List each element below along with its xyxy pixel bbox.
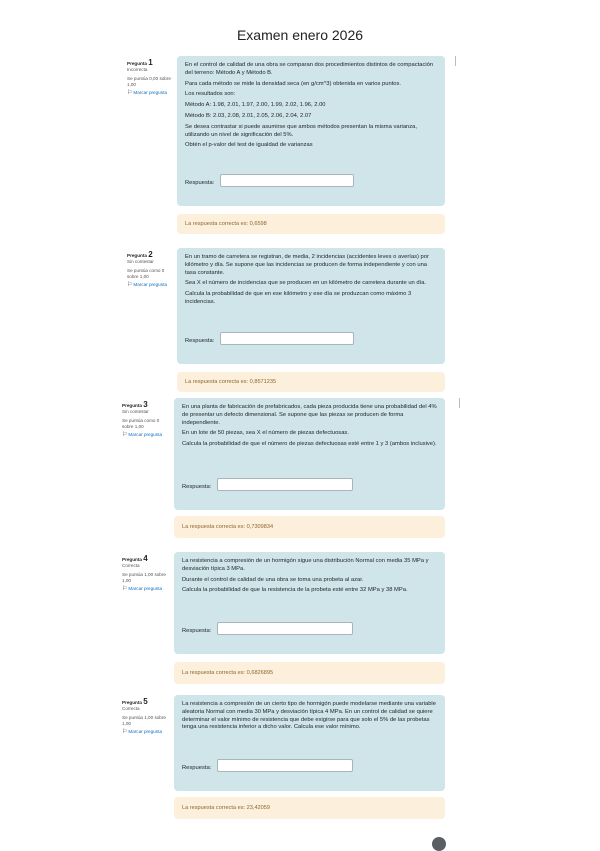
question-text: Calcula la probabilidad de que el número de piezas defectuosas esté entre 1 y 3 (ambos inclusive). xyxy=(182,441,437,448)
flag-label: Marcar pregunta xyxy=(133,282,168,287)
answer-label: Respuesta: xyxy=(182,628,212,634)
answer-label: Respuesta: xyxy=(182,484,212,490)
flag-icon: ⚐ xyxy=(127,90,133,96)
feedback-text: La respuesta correcta es: 23,42059 xyxy=(182,805,271,811)
correct-answer-feedback xyxy=(177,214,445,234)
answer-label: Respuesta: xyxy=(185,180,215,186)
question-number: 5 xyxy=(143,697,148,706)
question-content xyxy=(177,248,445,364)
question-text: Durante el control de calidad de una obra se toma una probeta al azar. xyxy=(182,576,364,583)
question-content xyxy=(174,552,445,654)
flag-label: Marcar pregunta xyxy=(128,586,163,591)
flag-icon: ⚐ xyxy=(127,282,133,288)
answer-label: Respuesta: xyxy=(182,765,212,771)
answer-input[interactable] xyxy=(217,759,353,772)
question-4 xyxy=(122,552,445,686)
question-2 xyxy=(127,248,445,394)
feedback-text: La respuesta correcta es: 0,6826895 xyxy=(182,670,274,676)
feedback-text: La respuesta correcta es: 0,7309834 xyxy=(182,524,274,530)
question-text: Método A: 1.98, 2.01, 1.97, 2.00, 1.99, 2.02, 1.96, 2.00 xyxy=(185,102,326,109)
question-5 xyxy=(122,695,445,825)
page-corner-button[interactable] xyxy=(432,837,446,851)
question-info xyxy=(127,252,173,288)
question-text: Se desea contrastar si puede asumirse que ambos métodos presentan la misma varianza, utilizando un nivel de significación del 5%. xyxy=(185,123,417,138)
correct-answer-feedback xyxy=(174,516,445,538)
question-3 xyxy=(122,398,445,540)
question-label: Pregunta xyxy=(127,253,147,258)
question-score: Se puntúa como 0 sobre 1,00 xyxy=(122,418,160,429)
correct-answer-feedback xyxy=(174,797,445,819)
question-info xyxy=(122,556,168,592)
question-content xyxy=(177,56,445,206)
correct-answer-feedback xyxy=(177,372,445,392)
question-text: En un tramo de carretera se registran, de media, 2 incidencias (accidentes leves o averías) por kilómetro y día. Se supone que las incidencias se producen de forma independiente y con una tasa constante. xyxy=(185,254,429,276)
question-content xyxy=(174,398,445,510)
question-score: Se puntúa 1,00 sobre 1,00 xyxy=(122,572,166,583)
scrollbar-mark xyxy=(455,56,456,66)
answer-input[interactable] xyxy=(217,622,353,635)
question-score: Se puntúa 0,00 sobre 1,00 xyxy=(127,76,171,87)
flag-question-link[interactable] xyxy=(127,282,173,288)
question-text: La resistencia a compresión de un cierto tipo de hormigón puede modelarse mediante una variable aleatoria Normal con media 30 MPa y desviación típica 4 MPa. En un control de calidad se quiere determinar el valor mínimo de resistencia que debe exigirse para que solo el 5% de las probetas tenga una resistencia inferior a dicho valor. Calcula ese valor mínimo. xyxy=(182,701,436,731)
exam-title: Examen enero 2026 xyxy=(236,27,364,43)
answer-input[interactable] xyxy=(220,332,354,345)
question-status: Sin contestar xyxy=(122,409,149,414)
feedback-text: La respuesta correcta es: 0,6598 xyxy=(185,221,267,227)
flag-label: Marcar pregunta xyxy=(133,90,168,95)
question-score: Se puntúa 1,00 sobre 1,00 xyxy=(122,715,166,726)
question-text: En una planta de fabricación de prefabricados, cada pieza producida tiene una probabilidad del 4% de presentar un defecto dimensional. Se supone que las piezas se producen de forma independiente. xyxy=(182,404,437,426)
scrollbar-mark xyxy=(459,398,460,408)
feedback-text: La respuesta correcta es: 0,8571235 xyxy=(185,379,277,385)
question-score: Se puntúa como 0 sobre 1,00 xyxy=(127,268,165,279)
question-label: Pregunta xyxy=(122,557,142,562)
question-info xyxy=(122,699,168,735)
question-text: Calcula la probabilidad de que la resistencia de la probeta esté entre 32 MPa y 38 MPa. xyxy=(182,587,408,594)
flag-label: Marcar pregunta xyxy=(128,729,163,734)
question-status: Sin contestar xyxy=(127,259,154,264)
question-text: En el control de calidad de una obra se comparan dos procedimientos distintos de compactación del terreno: Método A y Método B. xyxy=(185,62,434,76)
question-label: Pregunta xyxy=(122,403,142,408)
answer-input[interactable] xyxy=(217,478,353,491)
flag-question-link[interactable] xyxy=(122,432,168,438)
question-status: Incorrecta xyxy=(127,67,148,72)
question-content xyxy=(174,695,445,791)
answer-input[interactable] xyxy=(220,174,354,187)
question-info xyxy=(122,402,168,438)
question-text: Calcula la probabilidad de que en ese kilómetro y ese día se produzcan como máximo 3 incidencias. xyxy=(185,291,412,305)
flag-question-link[interactable] xyxy=(122,729,168,735)
flag-question-link[interactable] xyxy=(122,586,168,592)
question-text: Obtén el p-valor del test de igualdad de varianzas xyxy=(185,142,313,149)
answer-label: Respuesta: xyxy=(185,338,215,344)
question-text: La resistencia a compresión de un hormigón sigue una distribución Normal con media 35 MPa y desviación típica 3 MPa. xyxy=(182,558,429,572)
question-label: Pregunta xyxy=(122,700,142,705)
question-label: Pregunta xyxy=(127,61,147,66)
question-number: 4 xyxy=(143,554,148,563)
question-info xyxy=(127,60,173,96)
correct-answer-feedback xyxy=(174,662,445,684)
question-status: Correcta xyxy=(122,563,140,568)
question-status: Correcta xyxy=(122,706,140,711)
question-text: Sea X el número de incidencias que se producen en un kilómetro de carretera durante un día. xyxy=(185,280,427,287)
question-text: Los resultados son: xyxy=(185,91,236,98)
flag-question-link[interactable] xyxy=(127,90,173,96)
flag-icon: ⚐ xyxy=(122,586,128,592)
flag-icon: ⚐ xyxy=(122,729,128,735)
question-number: 3 xyxy=(143,400,148,409)
question-text: Para cada método se mide la densidad seca (en g/cm^3) obtenida en varios puntos. xyxy=(185,80,402,87)
question-text: En un lote de 50 piezas, sea X el número de piezas defectuosas. xyxy=(182,430,349,437)
flag-icon: ⚐ xyxy=(122,432,128,438)
question-number: 2 xyxy=(148,250,153,259)
question-number: 1 xyxy=(148,58,153,67)
question-text: Método B: 2.03, 2.08, 2.01, 2.05, 2.06, 2.04, 2.07 xyxy=(185,112,312,119)
flag-label: Marcar pregunta xyxy=(128,432,163,437)
question-1 xyxy=(127,56,445,236)
